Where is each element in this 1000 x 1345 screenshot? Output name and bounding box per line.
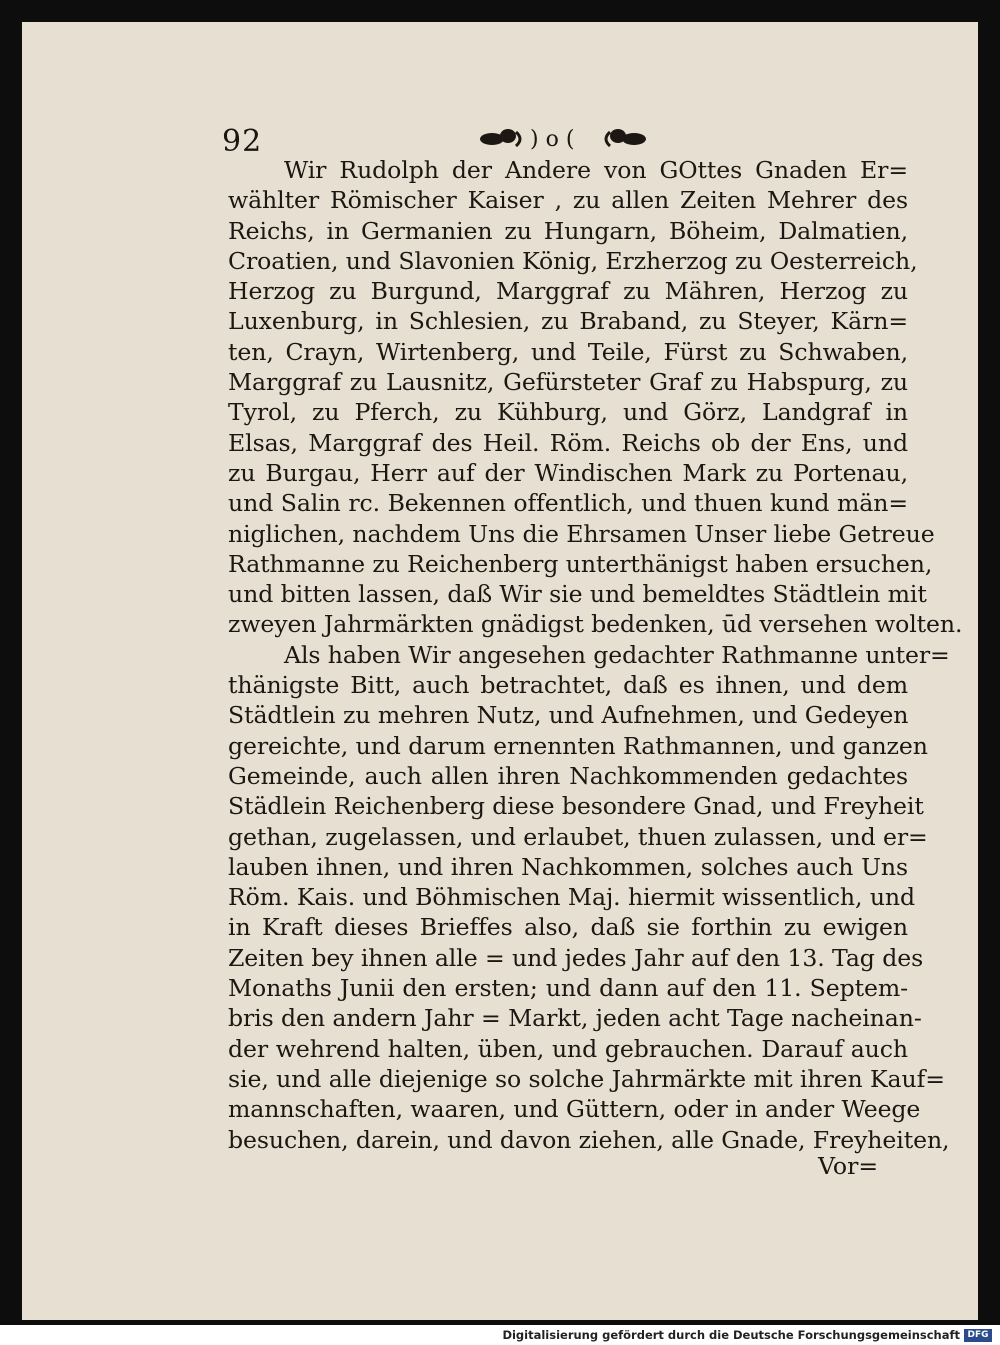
text-line: Luxenburg, in Schlesien, zu Braband, zu Steyer, Kärn= bbox=[228, 307, 908, 336]
text-line: Röm. Kais. und Böhmischen Maj. hiermit wissentlich, und bbox=[228, 883, 916, 912]
text-line: Elsas, Marggraf des Heil. Röm. Reichs ob der Ens, und bbox=[228, 428, 908, 457]
text-line: Tyrol, zu Pferch, zu Kühburg, und Görz, Landgraf in bbox=[228, 398, 908, 427]
text-line: bris den andern Jahr = Markt, jeden acht Tage nacheinan- bbox=[228, 1004, 922, 1033]
text-line: Monaths Junii den ersten; und dann auf den 11. Septem- bbox=[228, 974, 908, 1003]
text-line: Gemeinde, auch allen ihren Nachkommenden gedachtes bbox=[228, 761, 908, 790]
text-line: Zeiten bey ihnen alle = und jedes Jahr auf den 13. Tag des bbox=[228, 943, 924, 972]
text-line: Städtlein zu mehren Nutz, und Aufnehmen, und Gedeyen bbox=[228, 701, 909, 730]
body-text bbox=[228, 155, 963, 1155]
text-line: gethan, zugelassen, und erlaubet, thuen zulassen, und er= bbox=[228, 822, 928, 851]
text-line: Reichs, in Germanien zu Hungarn, Böheim, Dalmatien, bbox=[228, 216, 908, 245]
text-line: Städlein Reichenberg diese besondere Gnad, und Freyheit bbox=[228, 792, 924, 821]
text-line: sie, und alle diejenige so solche Jahrmärkte mit ihren Kauf= bbox=[228, 1064, 945, 1093]
text-line: besuchen, darein, und davon ziehen, alle Gnade, Freyheiten, bbox=[228, 1125, 950, 1154]
text-line: Herzog zu Burgund, Marggraf zu Mähren, Herzog zu bbox=[228, 277, 908, 306]
catchword: Vor= bbox=[818, 1152, 879, 1180]
text-line: lauben ihnen, und ihren Nachkommen, solches auch Uns bbox=[228, 852, 908, 881]
text-line: ten, Crayn, Wirtenberg, und Teile, Fürst zu Schwaben, bbox=[228, 337, 908, 366]
text-line: zu Burgau, Herr auf der Windischen Mark zu Portenau, bbox=[228, 458, 908, 487]
funding-notice: Digitalisierung gefördert durch die Deutsche Forschungsgemeinschaft bbox=[502, 1328, 960, 1342]
text-line: und Salin rc. Bekennen offentlich, und thuen kund män= bbox=[228, 489, 908, 518]
text-line: Croatien, und Slavonien König, Erzherzog zu Oesterreich, bbox=[228, 246, 918, 275]
text-line: Wir Rudolph der Andere von GOttes Gnaden Er= bbox=[284, 156, 908, 184]
text-line: thänigste Bitt, auch betrachtet, daß es ihnen, und dem bbox=[228, 671, 908, 700]
text-line: Marggraf zu Lausnitz, Gefürsteter Graf zu Habspurg, zu bbox=[228, 368, 908, 397]
page-number: 92 bbox=[222, 124, 263, 159]
footer-bar bbox=[0, 1326, 1000, 1345]
text-line: in Kraft dieses Brieffes also, daß sie forthin zu ewigen bbox=[228, 913, 908, 942]
text-line: Als haben Wir angesehen gedachter Rathmanne unter= bbox=[284, 640, 950, 669]
text-line: mannschaften, waaren, und Güttern, oder in ander Weege bbox=[228, 1095, 921, 1124]
ornament-center-text: ) o ( bbox=[530, 127, 575, 152]
text-line: wählter Römischer Kaiser , zu allen Zeiten Mehrer des bbox=[228, 186, 908, 215]
header-ornament-icon bbox=[478, 124, 648, 154]
dfg-logo-icon: DFG bbox=[964, 1329, 992, 1342]
text-line: Rathmanne zu Reichenberg unterthänigst haben ersuchen, bbox=[228, 549, 933, 578]
text-line: gereichte, und darum ernennten Rathmannen, und ganzen bbox=[228, 731, 928, 760]
text-line: der wehrend halten, üben, und gebrauchen. Darauf auch bbox=[228, 1034, 908, 1063]
text-line: und bitten lassen, daß Wir sie und bemeldtes Städtlein mit bbox=[228, 580, 927, 609]
text-line: zweyen Jahrmärkten gnädigst bedenken, ūd versehen wolten. bbox=[228, 610, 963, 639]
text-line: niglichen, nachdem Uns die Ehrsamen Unser liebe Getreue bbox=[228, 519, 935, 548]
